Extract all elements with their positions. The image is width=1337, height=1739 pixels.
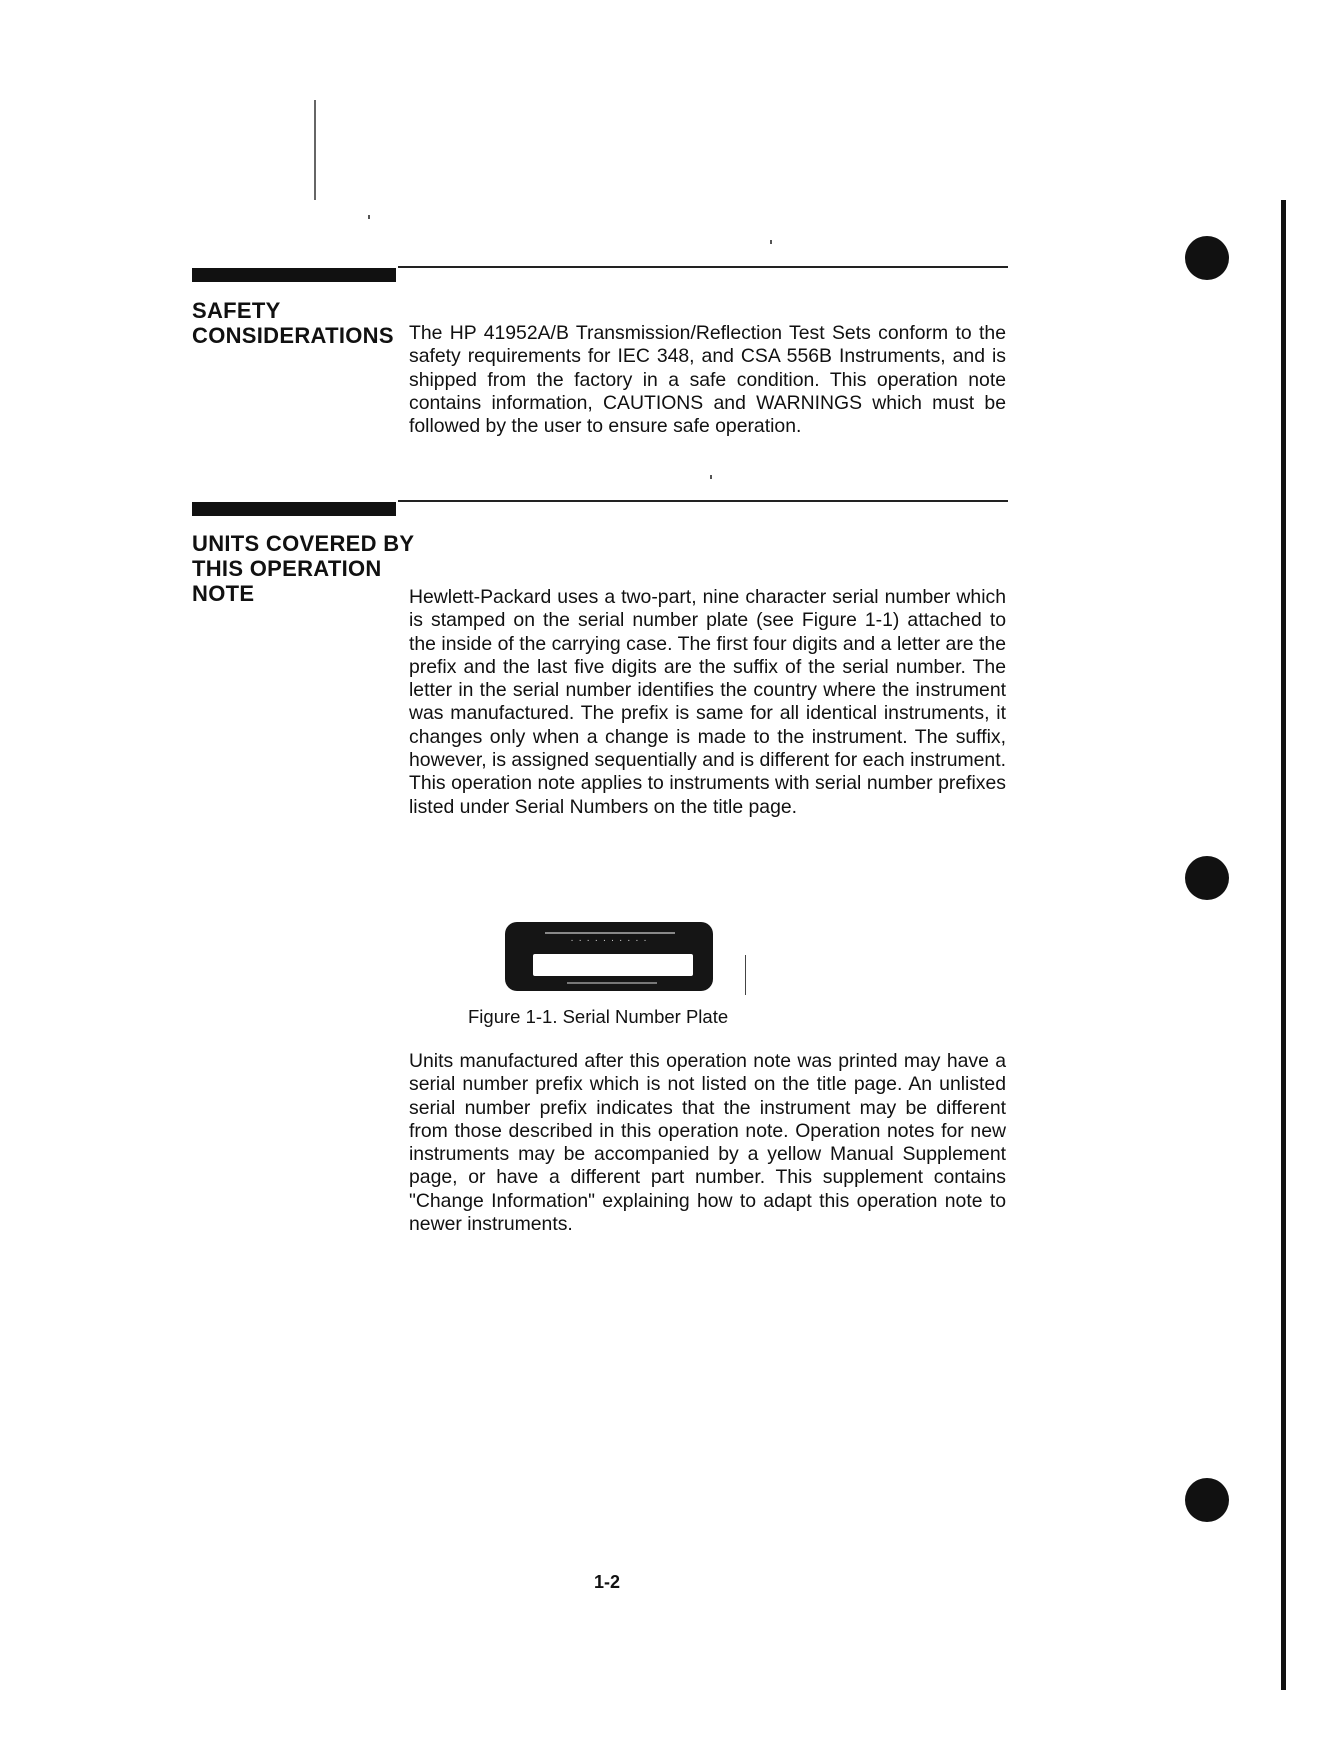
plate-number-field bbox=[533, 954, 693, 976]
page-number: 1-2 bbox=[594, 1572, 621, 1592]
figure-caption: Figure 1-1. Serial Number Plate bbox=[468, 1006, 729, 1027]
scan-mark bbox=[314, 100, 316, 200]
binder-hole-middle bbox=[1185, 856, 1229, 900]
units-paragraph-1: Hewlett-Packard uses a two-part, nine character serial number which is stamped on the serial number plate (see Figure 1-1) attached to the inside of the carrying case. The first four digits and a letter are the prefix and the last five digits are the suffix of the serial number. The letter in the serial number identifies the country where the instrument was manufactured. The prefix is same for all identical instruments, it changes only when a change is made to the instrument. The suffix, however, is assigned sequentially and is different for each instrument. This operation note applies to instruments with serial number prefixes listed under Serial Numbers on the title page. bbox=[409, 586, 1006, 818]
page-edge-shadow bbox=[1281, 200, 1286, 1690]
serial-number-plate-figure bbox=[505, 922, 713, 991]
safety-paragraph: The HP 41952A/B Transmission/Reflection Test Sets conform to the safety requirements for IEC 348, and CSA 556B Instruments, and is shipped from the factory in a safe condition. This operation note contains information, CAUTIONS and WARNINGS which must be followed by the user to ensure safe operation. bbox=[409, 322, 1006, 438]
units-paragraph-2: Units manufactured after this operation note was printed may have a serial number prefix which is not listed on the title page. An unlisted serial number prefix indicates that the instrument may be different from those described in this operation note. Operation notes for new instruments may be accompanied by a yellow Manual Supplement page, or have a different part number. This supplement contains "Change Information" explaining how to adapt this operation note to newer instruments. bbox=[409, 1050, 1006, 1236]
units-heading: UNITS COVERED BY THIS OPERATION NOTE bbox=[192, 531, 415, 606]
scan-speck bbox=[770, 240, 772, 244]
scan-speck bbox=[368, 215, 370, 219]
plate-label-graphic: · · · · · · · · · · bbox=[570, 935, 648, 946]
safety-heading: SAFETY CONSIDERATIONS bbox=[192, 298, 394, 348]
section-bar-safety bbox=[192, 268, 396, 282]
plate-line bbox=[545, 932, 675, 934]
section-bar-units bbox=[192, 502, 396, 516]
scan-mark bbox=[745, 955, 746, 995]
binder-hole-top bbox=[1185, 236, 1229, 280]
binder-hole-bottom bbox=[1185, 1478, 1229, 1522]
section-rule-safety bbox=[398, 266, 1008, 268]
scan-speck bbox=[710, 475, 712, 479]
plate-line bbox=[567, 982, 657, 984]
section-rule-units bbox=[398, 500, 1008, 502]
